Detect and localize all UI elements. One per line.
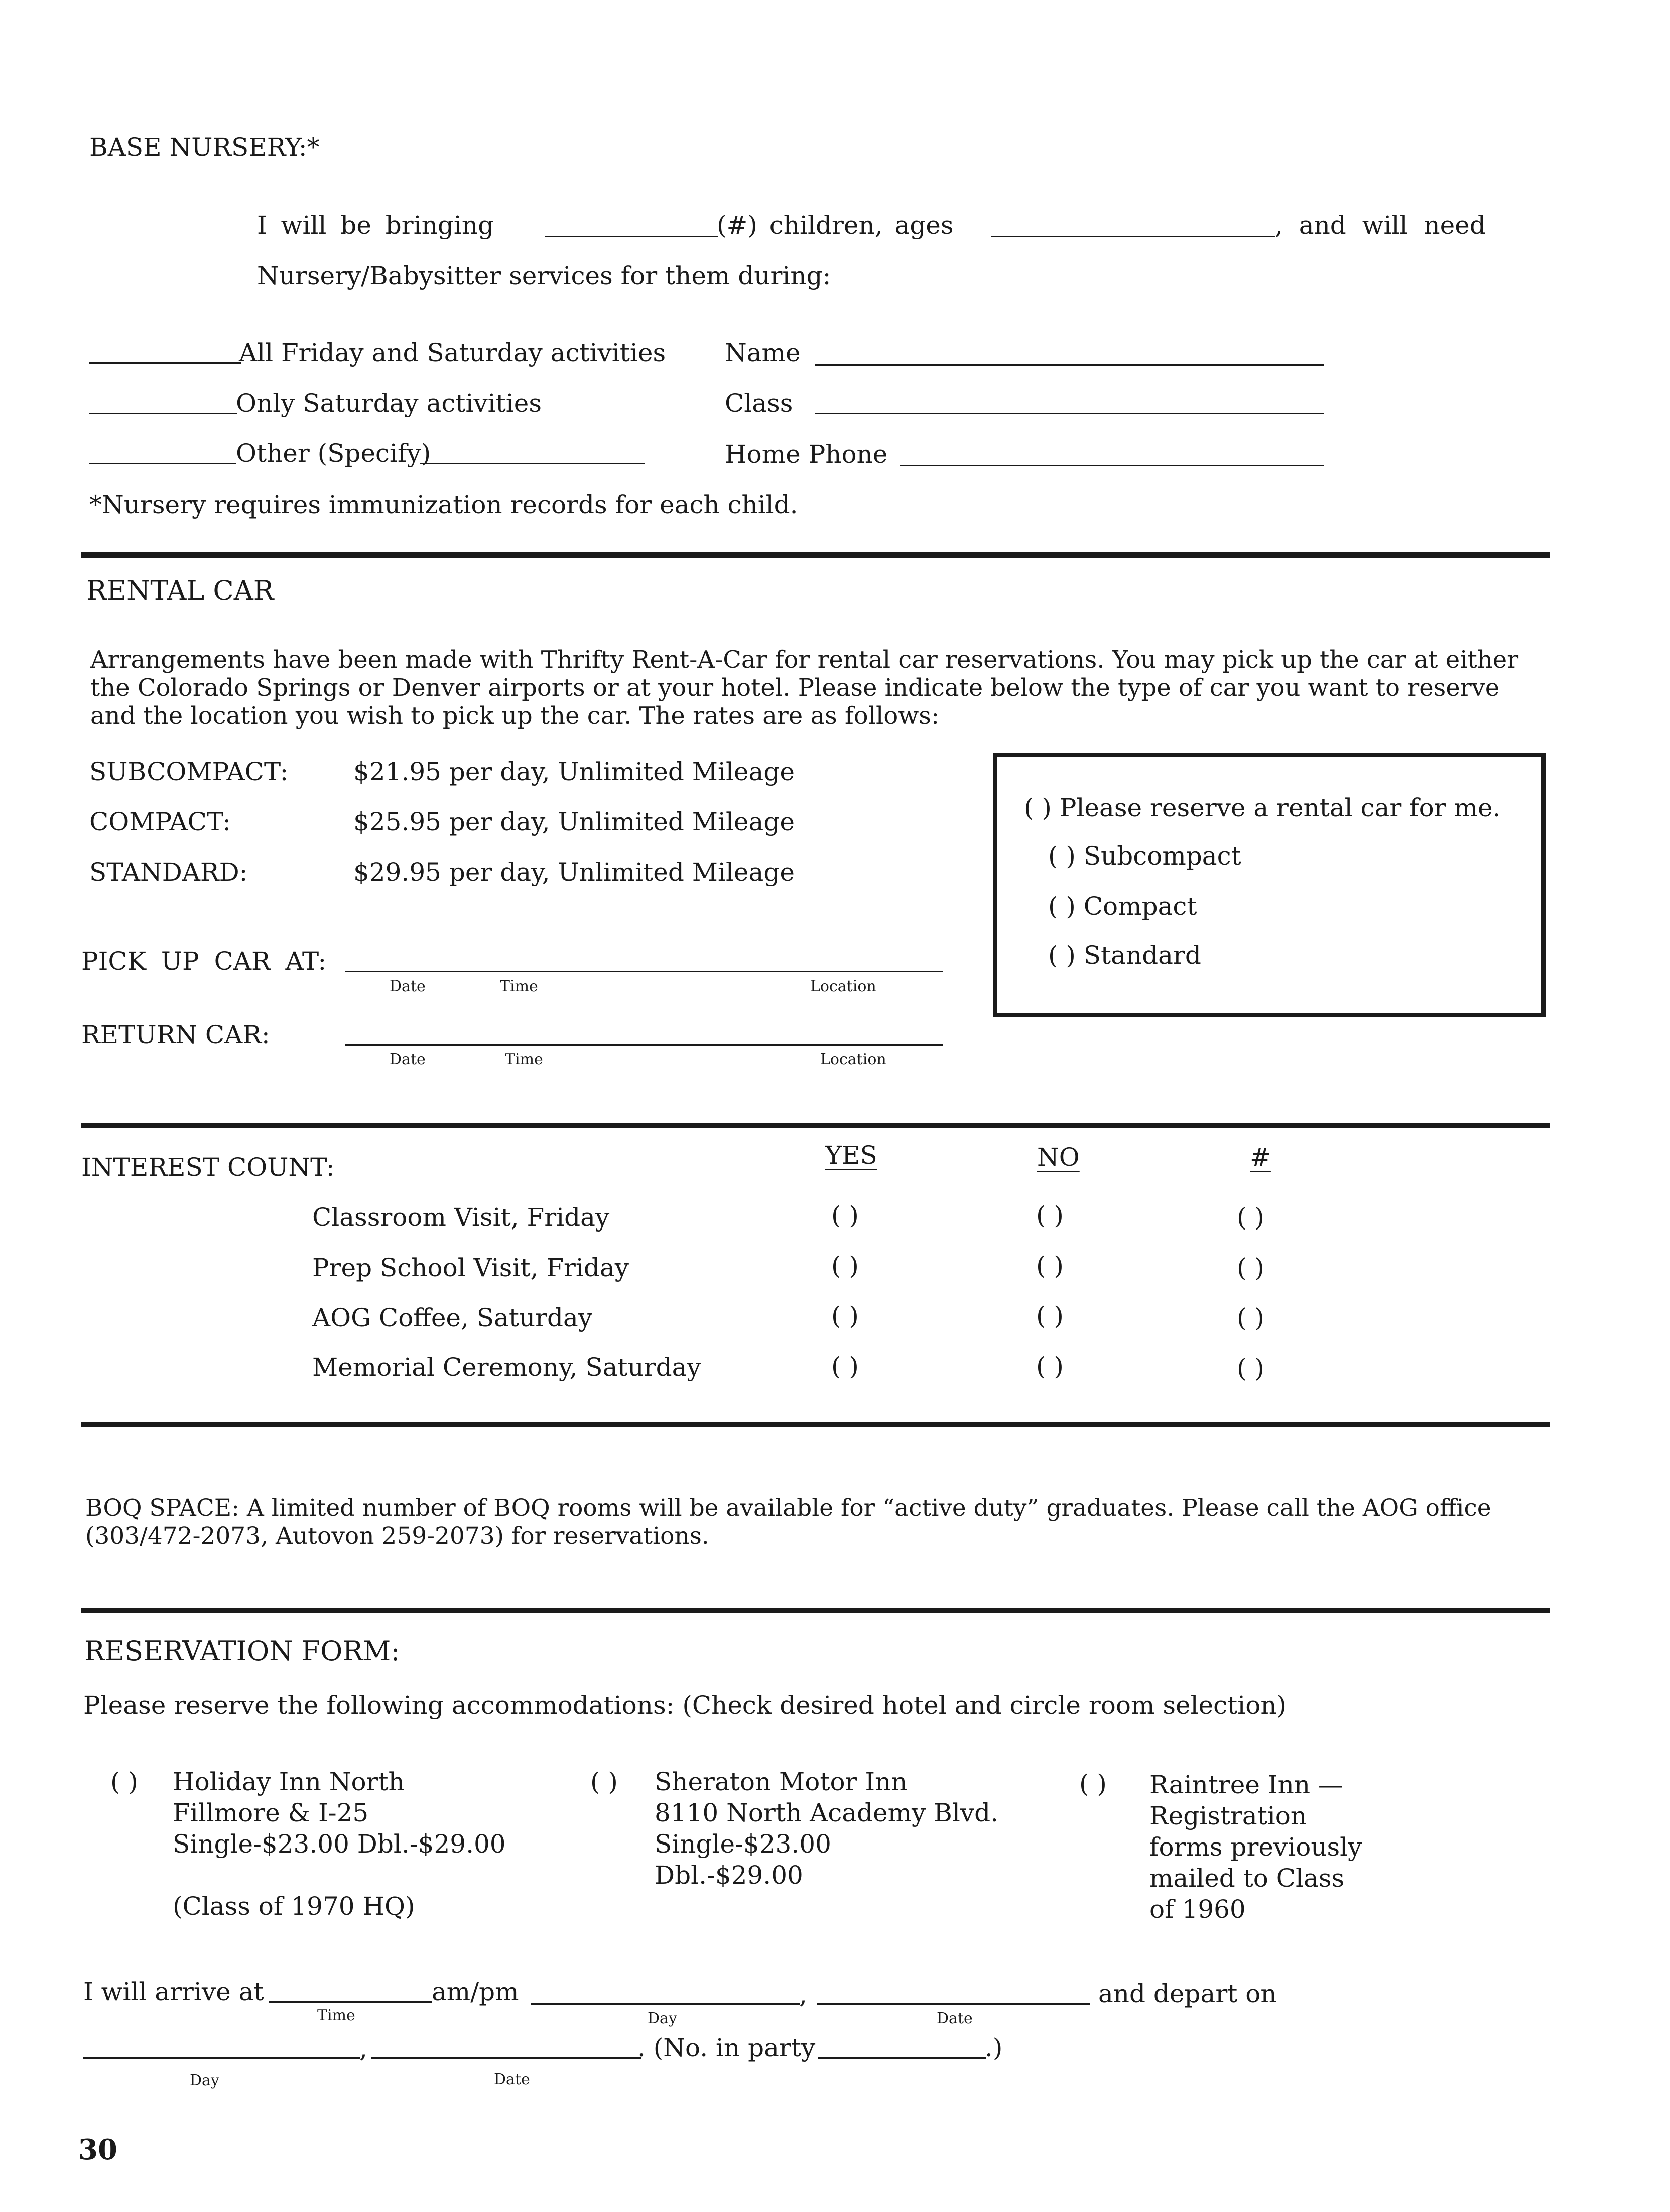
depart-date-field[interactable] <box>371 2057 641 2059</box>
party-label: . (No. in party <box>637 2033 816 2062</box>
standard-option[interactable]: ( ) Standard <box>1048 941 1201 970</box>
nursery-need-text: , and will need <box>1275 211 1486 240</box>
count-field[interactable]: ( ) <box>1237 1203 1264 1232</box>
rate-price: $25.95 per day, Unlimited Mileage <box>353 807 795 836</box>
rate-price: $29.95 per day, Unlimited Mileage <box>353 857 795 887</box>
section-divider <box>81 1422 1550 1427</box>
boq-line-1: BOQ SPACE: A limited number of BOQ rooms will be available for “active duty” graduates. Please call the AOG office <box>85 1494 1491 1522</box>
pickup-location-caption: Location <box>810 977 876 995</box>
depart-day-caption: Day <box>190 2072 219 2090</box>
nursery-note: *Nursery requires immunization records for each child. <box>89 490 798 519</box>
opt-other-check[interactable] <box>89 463 236 464</box>
children-count-field[interactable] <box>545 236 718 237</box>
pickup-time-caption: Time <box>500 977 538 995</box>
yes-header: YES <box>825 1141 877 1170</box>
return-label: RETURN CAR: <box>81 1020 270 1049</box>
return-date-caption: Date <box>390 1051 426 1068</box>
comma: , <box>359 2034 367 2063</box>
pickup-label: PICK UP CAR AT: <box>81 947 327 976</box>
depart-label: and depart on <box>1098 1979 1277 2008</box>
opt-other-specify-field[interactable] <box>420 463 645 464</box>
count-field[interactable]: ( ) <box>1237 1253 1264 1282</box>
no-header: NO <box>1037 1143 1080 1172</box>
opt-all-check[interactable] <box>89 362 241 364</box>
yes-checkbox[interactable]: ( ) <box>831 1301 859 1330</box>
arrive-day-field[interactable] <box>531 2003 800 2005</box>
hotel1-checkbox[interactable]: ( ) <box>110 1767 138 1796</box>
section-divider <box>81 552 1550 558</box>
return-field[interactable] <box>345 1044 943 1046</box>
depart-date-caption: Date <box>494 2071 530 2088</box>
pickup-field[interactable] <box>345 971 943 972</box>
pickup-date-caption: Date <box>390 977 426 995</box>
no-checkbox[interactable]: ( ) <box>1036 1351 1064 1381</box>
arrive-time-caption: Time <box>317 2007 355 2024</box>
home-phone-field[interactable] <box>900 465 1324 466</box>
rate-type: STANDARD: <box>89 857 248 887</box>
no-checkbox[interactable]: ( ) <box>1036 1201 1064 1230</box>
class-label: Class <box>725 389 793 418</box>
home-phone-label: Home Phone <box>725 440 888 469</box>
rate-type: SUBCOMPACT: <box>89 757 289 786</box>
no-checkbox[interactable]: ( ) <box>1036 1251 1064 1280</box>
opt-sat-label: Only Saturday activities <box>236 389 542 418</box>
hotel2-details: Sheraton Motor Inn 8110 North Academy Blvd. Single-$23.00 Dbl.-$29.00 <box>655 1767 999 1890</box>
arrive-label: I will arrive at <box>83 1977 264 2006</box>
count-field[interactable]: ( ) <box>1237 1303 1264 1332</box>
opt-all-label: All Friday and Saturday activities <box>239 338 666 367</box>
name-label: Name <box>725 338 801 367</box>
party-count-field[interactable] <box>818 2057 986 2059</box>
children-ages-field[interactable] <box>991 236 1275 237</box>
count-field[interactable]: ( ) <box>1237 1354 1264 1383</box>
compact-option[interactable]: ( ) Compact <box>1048 892 1197 921</box>
hotel3-checkbox[interactable]: ( ) <box>1079 1769 1107 1798</box>
arrive-time-field[interactable] <box>269 2001 432 2003</box>
nursery-title: BASE NURSERY:* <box>89 133 320 162</box>
opt-other-label: Other (Specify) <box>236 439 431 468</box>
comma: , <box>799 1980 807 2009</box>
arrive-day-caption: Day <box>648 2010 677 2027</box>
rate-type: COMPACT: <box>89 807 231 836</box>
section-divider <box>81 1123 1550 1128</box>
section-divider <box>81 1608 1550 1613</box>
party-close: .) <box>985 2033 1003 2062</box>
nursery-services-text: Nursery/Babysitter services for them during: <box>257 261 831 290</box>
hotel3-details: Raintree Inn — Registration forms previously mailed to Class of 1960 <box>1149 1770 1362 1924</box>
rental-paragraph: Arrangements have been made with Thrifty Rent-A-Car for rental car reservations. You may pick up the car at either the Colorado Springs or Denver airports or at your hotel. Please indicate below the type of car you want to reserve and the location you wish to pick up the car. The rates are as follows: <box>90 646 1519 730</box>
ampm-label: am/pm <box>432 1977 519 2006</box>
hotel1-details: Holiday Inn North Fillmore & I-25 Single-$23.00 Dbl.-$29.00 (Class of 1970 HQ) <box>173 1767 506 1921</box>
interest-item-label: Memorial Ceremony, Saturday <box>312 1353 701 1382</box>
class-field[interactable] <box>815 413 1324 414</box>
interest-item-label: Classroom Visit, Friday <box>312 1203 610 1232</box>
interest-item-label: Prep School Visit, Friday <box>312 1253 629 1282</box>
nursery-bring-text: I will be bringing <box>257 211 494 240</box>
rental-title: RENTAL CAR <box>86 575 274 606</box>
yes-checkbox[interactable]: ( ) <box>831 1201 859 1230</box>
boq-line-2: (303/472-2073, Autovon 259-2073) for reservations. <box>85 1522 709 1550</box>
count-header: # <box>1250 1143 1271 1172</box>
yes-checkbox[interactable]: ( ) <box>831 1351 859 1381</box>
depart-day-field[interactable] <box>83 2057 360 2059</box>
rental-request-box <box>993 753 1546 1017</box>
arrive-date-field[interactable] <box>817 2003 1090 2005</box>
interest-item-label: AOG Coffee, Saturday <box>312 1303 593 1332</box>
return-location-caption: Location <box>820 1051 886 1068</box>
reserve-car-option[interactable]: ( ) Please reserve a rental car for me. <box>1024 793 1501 822</box>
rate-price: $21.95 per day, Unlimited Mileage <box>353 757 795 786</box>
reservation-instructions: Please reserve the following accommodations: (Check desired hotel and circle room selection) <box>83 1691 1287 1720</box>
opt-sat-check[interactable] <box>89 413 237 414</box>
subcompact-option[interactable]: ( ) Subcompact <box>1048 841 1241 871</box>
hotel2-checkbox[interactable]: ( ) <box>590 1767 618 1796</box>
page-number: 30 <box>78 2133 117 2166</box>
interest-title: INTEREST COUNT: <box>81 1153 335 1182</box>
reservation-title: RESERVATION FORM: <box>84 1635 400 1667</box>
nursery-children-text: (#) children, ages <box>717 211 954 240</box>
yes-checkbox[interactable]: ( ) <box>831 1251 859 1280</box>
return-time-caption: Time <box>505 1051 543 1068</box>
arrive-date-caption: Date <box>937 2010 973 2027</box>
name-field[interactable] <box>815 364 1324 366</box>
no-checkbox[interactable]: ( ) <box>1036 1301 1064 1330</box>
